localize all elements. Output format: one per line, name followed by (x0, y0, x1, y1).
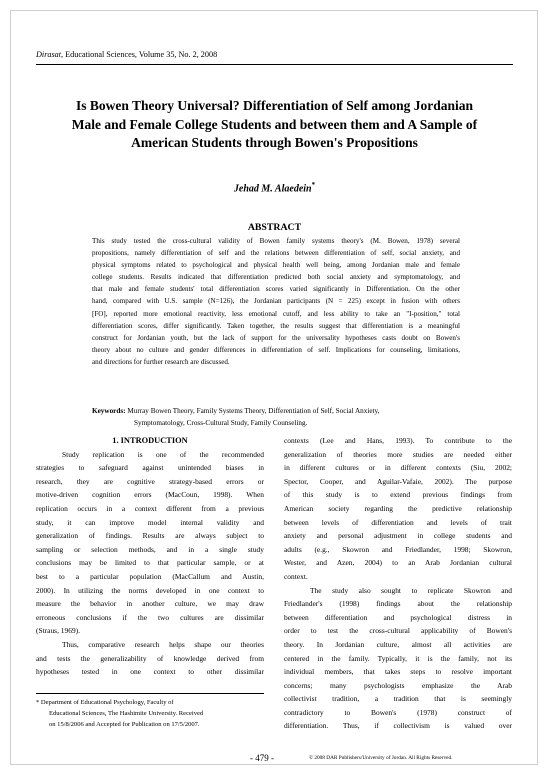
text-line: contradictory to Bowen's (1978) construct of (284, 707, 512, 717)
page-number: - 479 - (250, 753, 274, 763)
text-line: centered in the family. Typically, it is the family, not its (284, 653, 512, 663)
text-line: American society regarding the predictive relationship (284, 503, 512, 513)
abstract-body (92, 235, 460, 368)
footnote-line-2: Educational Sciences, The Hashimite University. Received (49, 710, 204, 717)
abstract-line: This study tested the cross-cultural validity of Bowen family systems theory's (M. Bowen, 1978) several (92, 237, 460, 245)
footnote-line-3: on 15/8/2006 and Accepted for Publication on 17/5/2007. (49, 721, 200, 728)
text-line: best to a particular population (MacCallum and Austin, (36, 571, 264, 581)
text-line: sampling or selection methods, and in a single study (36, 544, 264, 554)
text-line: and tests the generalizability of knowledge derived from (36, 653, 264, 663)
right-paragraph-1 (284, 434, 512, 584)
text-line: generalization of findings. Results are always subject to (36, 531, 264, 541)
text-line: of this study is to extend previous findings from (284, 490, 512, 500)
text-line: between differentiation and psychological distress in (284, 612, 512, 622)
footnote-line-1: * Department of Educational Psychology, Faculty of (36, 699, 174, 706)
abstract-line: [FO], reported more emotional reactivity, less emotional cutoff, and less ability to take an "I-position," total (92, 309, 460, 318)
text-line: Friedlander's (1998) findings about the relationship (284, 599, 512, 609)
text-line: Thus, comparative research helps shape our theories (62, 639, 264, 649)
abstract-line: and directions for further research are discussed. (92, 357, 230, 366)
author-line (36, 181, 513, 194)
paper-title (36, 97, 513, 153)
abstract-line: construct for Jordanian youth, but the lack of support for the universality hypotheses casts doubt on Bowen's (92, 333, 460, 342)
text-line: erroneous conclusions if the two cultures are dissimilar (36, 612, 264, 622)
text-line: adults (e.g., Skowron and Friedlander, 1998; Skowron, (284, 544, 512, 554)
text-line: between levels of differentiation and levels of trait (284, 517, 512, 527)
text-line: theory. In Jordanian culture, almost all activities are (284, 639, 512, 649)
introduction-paragraph-2 (36, 638, 264, 679)
section-heading-introduction: 1. INTRODUCTION (112, 436, 188, 445)
header-rule (36, 64, 513, 65)
text-line: study, it can improve model internal validity and (36, 517, 264, 527)
text-line: context. (284, 571, 308, 581)
text-line: 2000). In utilizing the norms developed in one context to (36, 585, 264, 595)
copyright-notice: © 2008 DAR Publishers/University of Jordan. All Rights Reserved. (309, 755, 453, 761)
text-line: Spector, Cooper, and Aguilar-Vafaie, 2002). The purpose (284, 476, 512, 486)
journal-volume-info: , Educational Sciences, Volume 35, No. 2, 2008 (61, 50, 218, 59)
journal-header (36, 50, 217, 59)
left-column (36, 434, 264, 679)
text-line: order to test the cross-cultural applicability of Bowen's (284, 626, 512, 636)
text-line: contexts (Lee and Hans, 1993). To contribute to the (284, 436, 512, 445)
footnote-rule (36, 693, 264, 694)
abstract-line: that male and female students' total differentiation scores varied significantly in Differentiation. On the other (92, 285, 460, 294)
abstract-line: college students. Results indicated that differentiation predicted both social anxiety and symptomatology, and (92, 273, 460, 282)
abstract-line: propositions, namely differentiation of self and the relations between differentiation of self, social anxiety, and (92, 249, 460, 258)
right-column (284, 434, 512, 733)
text-line: differentiation. Thus, if collectivism is valued over (284, 721, 512, 731)
author-affiliation-footnote (36, 697, 266, 730)
title-line: American Students through Bowen's Propositions (131, 135, 418, 150)
abstract-line: physical symptoms related to psychological and physical health well being, among Jordanian male and female (92, 261, 460, 270)
text-line: motive-driven cognition errors (MacCoun, 1998). When (36, 490, 264, 500)
author-footnote-mark: * (311, 181, 316, 189)
text-line: generalization of theories more studies are needed either (284, 449, 512, 459)
text-line: replication occurs in a context different from a previous (36, 503, 264, 513)
text-line: Wester, and Azen, 2004) to an Arab Jordanian cultural (284, 558, 512, 568)
text-line: hypotheses tested in one context to other dissimilar (36, 667, 264, 677)
text-line: strategies to safeguard against unintended biases in (36, 463, 264, 473)
text-line: (Straus, 1969). (36, 626, 81, 636)
abstract-heading: ABSTRACT (247, 222, 302, 233)
text-line: The study also sought to replicate Skowron and (310, 585, 512, 595)
keywords-line-2: Symptomatology, Cross-Cultural Study, Family Counseling. (134, 419, 308, 427)
introduction-paragraph-1 (36, 448, 264, 638)
text-line: conclusions may be limited to that particular sample, or at (36, 558, 264, 568)
text-line: Study replication is one of the recommended (62, 449, 264, 459)
abstract-line: hand, compared with U.S. sample (N=126), the Jordanian participants (N = 225) except in fusion with others (92, 297, 460, 306)
author-name: Jehad M. Alaedein (233, 183, 312, 195)
keywords (92, 405, 464, 429)
text-line: research, they are cognitive strategy-based errors or (36, 476, 264, 486)
title-line: Male and Female College Students and between them and A Sample of (71, 116, 478, 132)
title-line: Is Bowen Theory Universal? Differentiation of Self among Jordanian (75, 98, 473, 113)
abstract-line: differentiation scores, differ significantly. Taken together, the results suggest that differentiation is a meaningful (92, 321, 460, 330)
text-line: anxiety and personal adjustment in college students and (284, 531, 512, 541)
right-paragraph-2 (284, 584, 512, 734)
abstract-line: theory about no culture and gender differences in differentiation of self. Implications for counseling, limitations, (92, 345, 460, 354)
text-line: in different cultures or in different contexts (Siu, 2002; (284, 463, 512, 473)
keywords-line-1: Murray Bowen Theory, Family Systems Theory, Differentiation of Self, Social Anxiety, (125, 407, 380, 415)
text-line: concerns; many psychologists emphasize the Arab (284, 680, 512, 690)
text-line: measure the behavior in another culture, we may draw (36, 599, 264, 609)
text-line: collectivist tradition, a tradition that is seemingly (284, 694, 512, 704)
text-line: individual members, that takes steps to resolve important (284, 667, 512, 677)
keywords-label: Keywords: (92, 407, 126, 415)
journal-name: Dirasat (36, 50, 62, 59)
